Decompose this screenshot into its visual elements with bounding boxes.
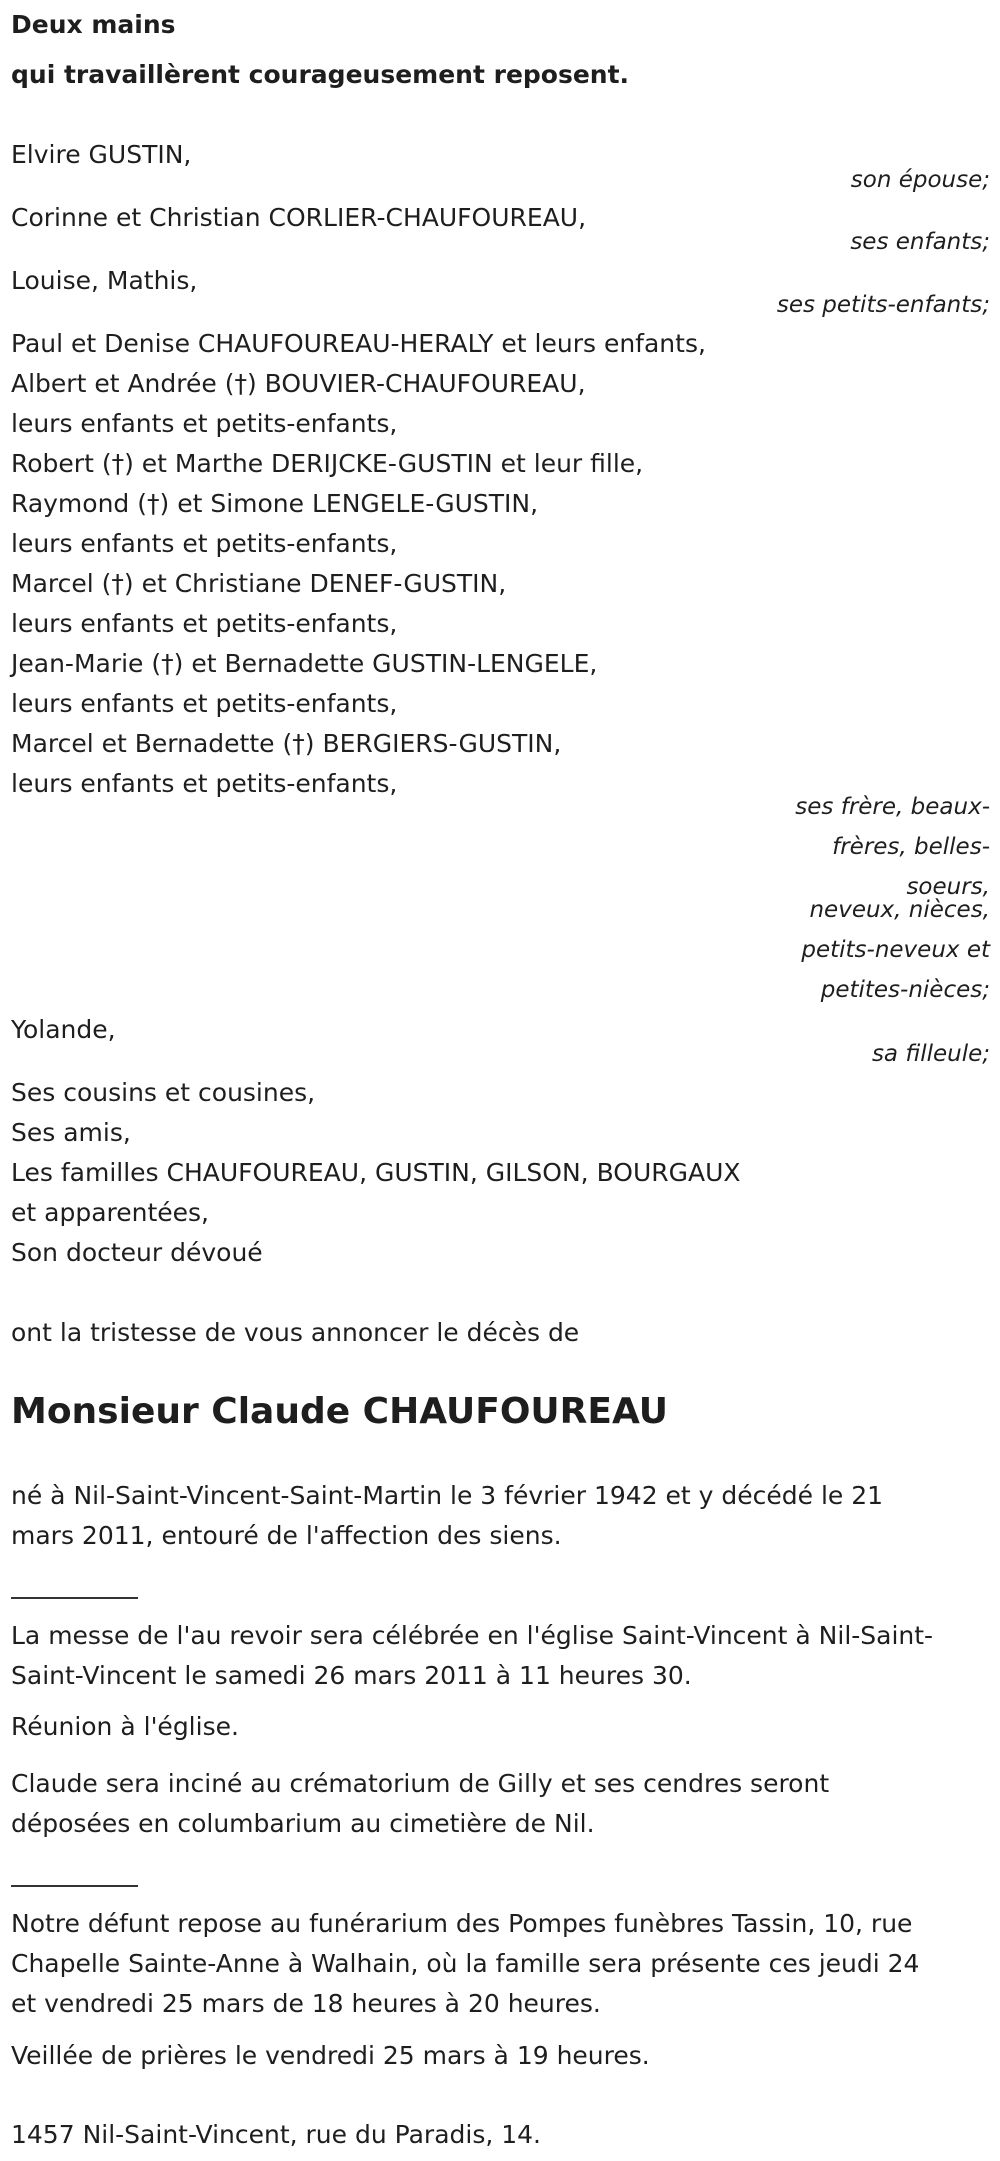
nephews-role-line: petits-neveux et bbox=[801, 937, 990, 963]
sibling-line: leurs enfants et petits-enfants, bbox=[11, 769, 398, 798]
birth-death-line: mars 2011, entouré de l'affection des siens. bbox=[11, 1521, 562, 1550]
sibling-line: Paul et Denise CHAUFOUREAU-HERALY et leurs enfants, bbox=[11, 329, 706, 358]
others-line: Son docteur dévoué bbox=[11, 1238, 263, 1267]
others-line: Ses cousins et cousines, bbox=[11, 1078, 316, 1107]
spouse-name: Elvire GUSTIN, bbox=[11, 140, 192, 169]
deceased-name: Monsieur Claude CHAUFOUREAU bbox=[11, 1391, 668, 1432]
sibling-line: Albert et Andrée (†) BOUVIER-CHAUFOUREAU, bbox=[11, 369, 586, 398]
sibling-line: leurs enfants et petits-enfants, bbox=[11, 689, 398, 718]
sibling-line: leurs enfants et petits-enfants, bbox=[11, 609, 398, 638]
address-text: 1457 Nil-Saint-Vincent, rue du Paradis, 14. bbox=[11, 2120, 542, 2149]
intro-line-1: Deux mains bbox=[11, 10, 176, 39]
meeting-text: Réunion à l'église. bbox=[11, 1712, 239, 1741]
children-role: ses enfants; bbox=[850, 229, 990, 255]
intro-line-2: qui travaillèrent courageusement reposent. bbox=[11, 60, 630, 89]
others-line: Les familles CHAUFOUREAU, GUSTIN, GILSON, BOURGAUX bbox=[11, 1158, 741, 1187]
cremation-line: déposées en columbarium au cimetière de Nil. bbox=[11, 1809, 595, 1838]
sibling-line: Marcel et Bernadette (†) BERGIERS-GUSTIN, bbox=[11, 729, 562, 758]
cremation-line: Claude sera inciné au crématorium de Gilly et ses cendres seront bbox=[11, 1769, 830, 1798]
mass-line: La messe de l'au revoir sera célébrée en l'église Saint-Vincent à Nil-Saint- bbox=[11, 1621, 934, 1650]
vigil-text: Veillée de prières le vendredi 25 mars à 19 heures. bbox=[11, 2041, 650, 2070]
children-name: Corinne et Christian CORLIER-CHAUFOUREAU, bbox=[11, 203, 587, 232]
visitation-line: Chapelle Sainte-Anne à Walhain, où la famille sera présente ces jeudi 24 bbox=[11, 1949, 920, 1978]
grandchildren-role: ses petits-enfants; bbox=[776, 292, 990, 318]
others-line: Ses amis, bbox=[11, 1118, 131, 1147]
separator-line bbox=[11, 1597, 138, 1599]
goddaughter-role: sa filleule; bbox=[871, 1041, 990, 1067]
visitation-line: et vendredi 25 mars de 18 heures à 20 heures. bbox=[11, 1989, 601, 2018]
sibling-line: Raymond (†) et Simone LENGELE-GUSTIN, bbox=[11, 489, 539, 518]
sibling-line: Jean-Marie (†) et Bernadette GUSTIN-LENGELE, bbox=[11, 649, 598, 678]
sibling-line: Robert (†) et Marthe DERIJCKE-GUSTIN et leur fille, bbox=[11, 449, 644, 478]
spouse-role: son épouse; bbox=[850, 167, 990, 193]
announcement-text: ont la tristesse de vous annoncer le décès de bbox=[11, 1318, 580, 1347]
visitation-line: Notre défunt repose au funérarium des Pompes funèbres Tassin, 10, rue bbox=[11, 1909, 913, 1938]
grandchildren-name: Louise, Mathis, bbox=[11, 266, 198, 295]
siblings-role-line: ses frère, beaux- bbox=[795, 794, 990, 820]
birth-death-line: né à Nil-Saint-Vincent-Saint-Martin le 3 février 1942 et y décédé le 21 bbox=[11, 1481, 884, 1510]
nephews-role-line: petites-nièces; bbox=[820, 977, 990, 1003]
siblings-role-line: frères, belles- bbox=[832, 834, 990, 860]
others-line: et apparentées, bbox=[11, 1198, 209, 1227]
siblings-role-line: soeurs, bbox=[906, 874, 990, 900]
sibling-line: Marcel (†) et Christiane DENEF-GUSTIN, bbox=[11, 569, 507, 598]
separator-line bbox=[11, 1885, 138, 1887]
nephews-role-line: neveux, nièces, bbox=[809, 897, 990, 923]
sibling-line: leurs enfants et petits-enfants, bbox=[11, 529, 398, 558]
mass-line: Saint-Vincent le samedi 26 mars 2011 à 11 heures 30. bbox=[11, 1661, 692, 1690]
sibling-line: leurs enfants et petits-enfants, bbox=[11, 409, 398, 438]
goddaughter-name: Yolande, bbox=[11, 1015, 116, 1044]
